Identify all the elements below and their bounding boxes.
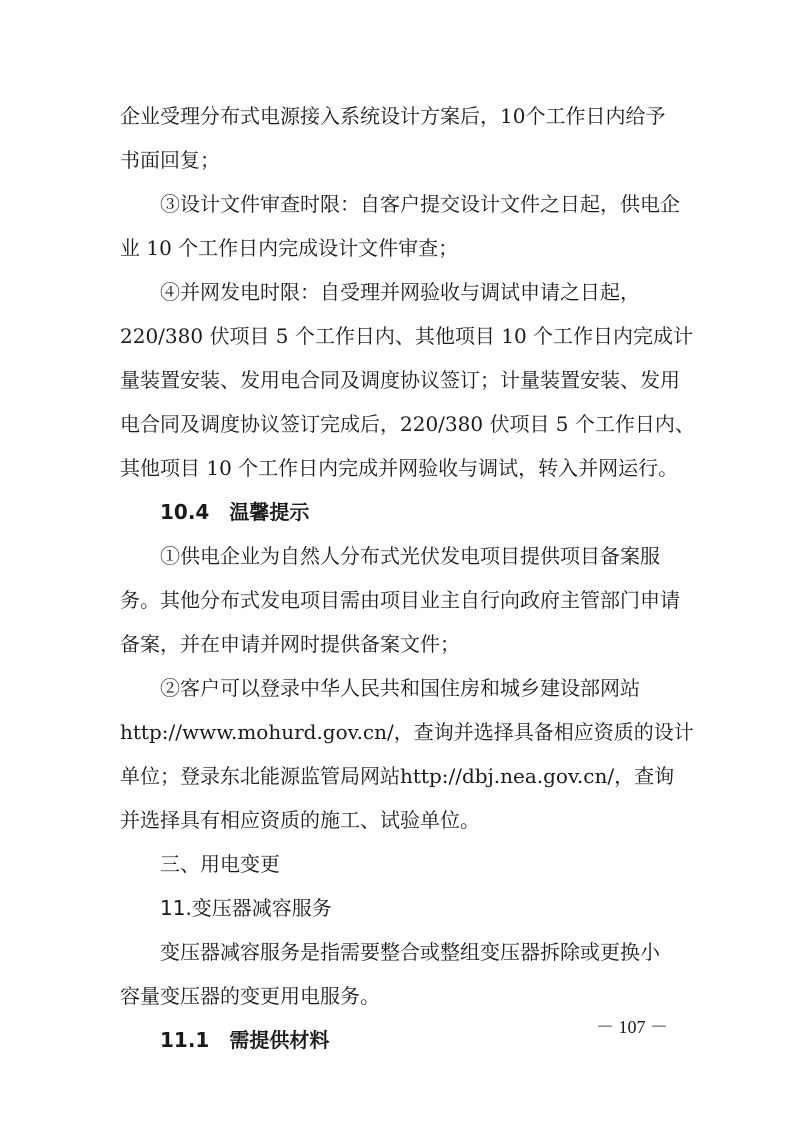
paragraph-line: ①供电企业为自然人分布式光伏发电项目提供项目备案服: [160, 544, 660, 568]
paragraph-line: 其他项目 10 个工作日内完成并网验收与调试，转入并网运行。: [120, 456, 679, 480]
paragraph-line: 电合同及调度协议签订完成后，220/380 伏项目 5 个工作日内、: [120, 412, 695, 436]
paragraph-line: ③设计文件审查时限：自客户提交设计文件之日起，供电企: [160, 192, 680, 216]
chapter-heading-3: 三、用电变更: [160, 852, 280, 876]
paragraph-line: 容量变压器的变更用电服务。: [120, 984, 380, 1008]
paragraph-line: 220/380 伏项目 5 个工作日内、其他项目 10 个工作日内完成计: [120, 324, 694, 348]
paragraph-line: 企业受理分布式电源接入系统设计方案后，10个工作日内给予: [120, 104, 666, 128]
section-heading-11: 11.变压器减容服务: [160, 896, 332, 920]
paragraph-line: 并选择具有相应资质的施工、试验单位。: [120, 808, 480, 832]
paragraph-line: ②客户可以登录中华人民共和国住房和城乡建设部网站: [160, 676, 640, 700]
paragraph-line: http://www.mohurd.gov.cn/，查询并选择具备相应资质的设计: [120, 720, 694, 744]
paragraph-line: 量装置安装、发用电合同及调度协议签订；计量装置安装、发用: [120, 368, 680, 392]
section-heading-11-1: 11.1 需提供材料: [160, 1028, 330, 1052]
page-number: － 107 －: [596, 1017, 668, 1037]
paragraph-line: 务。其他分布式发电项目需由项目业主自行向政府主管部门申请: [120, 588, 680, 612]
paragraph-line: ④并网发电时限：自受理并网验收与调试申请之日起，: [160, 280, 640, 304]
paragraph-line: 单位；登录东北能源监管局网站http://dbj.nea.gov.cn/，查询: [120, 764, 675, 788]
paragraph-line: 业 10 个工作日内完成设计文件审查；: [120, 236, 459, 260]
paragraph-line: 变压器减容服务是指需要整合或整组变压器拆除或更换小: [160, 940, 660, 964]
paragraph-line: 书面回复；: [120, 148, 220, 172]
paragraph-line: 备案，并在申请并网时提供备案文件；: [120, 632, 460, 656]
section-heading-10-4: 10.4 温馨提示: [160, 500, 310, 524]
